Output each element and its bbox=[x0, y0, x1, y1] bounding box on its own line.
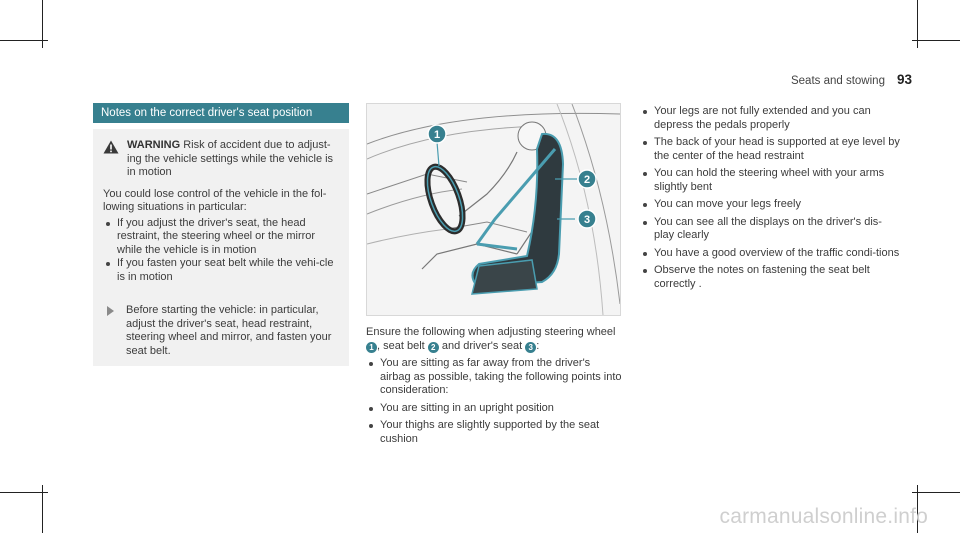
warning-box bbox=[93, 129, 349, 366]
badge-1: 1 bbox=[366, 342, 377, 353]
crop-mark bbox=[912, 40, 960, 41]
list-item: You can hold the steering wheel with your arms slightly bent bbox=[640, 167, 900, 194]
list-item: Observe the notes on fastening the seat belt correctly . bbox=[640, 264, 900, 291]
right-column bbox=[640, 103, 900, 291]
warning-text: You could lose control of the vehicle in the fol-lowing situations in particular: bbox=[103, 187, 327, 213]
badge-3: 3 bbox=[525, 342, 536, 353]
seat-position-illustration bbox=[366, 103, 621, 316]
watermark: carmanualsonline.info bbox=[719, 505, 928, 528]
warning-title: WARNING bbox=[127, 139, 181, 151]
warning-lead-block bbox=[127, 139, 341, 180]
intro-text: and driver's seat bbox=[441, 339, 523, 352]
intro-text: Ensure the following when adjusting steering wheel bbox=[366, 326, 616, 338]
warning-triangle-icon bbox=[103, 140, 119, 154]
driver-seat-drawing bbox=[367, 104, 620, 315]
intro-text: : bbox=[536, 339, 540, 352]
crop-mark bbox=[42, 485, 43, 533]
list-item: You have a good overview of the traffic condi-tions bbox=[640, 247, 900, 261]
left-column bbox=[93, 103, 349, 366]
warning-lead: Risk of accident due to adjust-ing the vehicle settings while the vehicle is in motion bbox=[127, 139, 334, 178]
crop-mark bbox=[0, 40, 48, 41]
action-step bbox=[103, 304, 341, 358]
list-item: If you adjust the driver's seat, the head restraint, the steering wheel or the mirror while the vehicle is in motion bbox=[103, 217, 341, 258]
list-item: You are sitting in an upright position bbox=[366, 402, 622, 416]
list-item: Your thighs are slightly supported by the seat cushion bbox=[366, 419, 622, 446]
callout-3: 3 bbox=[583, 214, 591, 226]
intro-paragraph bbox=[366, 326, 622, 353]
action-text: Before starting the vehicle: in particular, adjust the driver's seat, head restraint, steering wheel and mirror, and fasten your seat belt. bbox=[126, 304, 332, 357]
badge-2: 2 bbox=[428, 342, 439, 353]
list-item: You are sitting as far away from the driver's airbag as possible, taking the following points into consideration: bbox=[366, 357, 622, 398]
callout-1: 1 bbox=[433, 129, 441, 141]
section-title: Seats and stowing bbox=[790, 75, 885, 87]
crop-mark bbox=[0, 492, 48, 493]
list-item: The back of your head is supported at eye level by the center of the head restraint bbox=[640, 136, 900, 163]
warning-header bbox=[103, 139, 341, 180]
list-item: You can move your legs freely bbox=[640, 198, 900, 212]
list-item: If you fasten your seat belt while the vehi-cle is in motion bbox=[103, 257, 341, 284]
page-number: 93 bbox=[896, 72, 912, 87]
crop-mark bbox=[917, 0, 918, 48]
action-arrow-icon bbox=[107, 306, 114, 316]
warning-bullets bbox=[103, 217, 341, 285]
right-bullets bbox=[640, 105, 900, 291]
section-banner: Notes on the correct driver's seat position bbox=[93, 103, 349, 123]
crop-mark bbox=[912, 492, 960, 493]
intro-text: , seat belt bbox=[377, 339, 425, 352]
callout-2: 2 bbox=[583, 174, 591, 186]
crop-mark bbox=[42, 0, 43, 48]
page-header bbox=[791, 72, 912, 87]
list-item: Your legs are not fully extended and you can depress the pedals properly bbox=[640, 105, 900, 132]
middle-column-text bbox=[366, 326, 622, 446]
middle-bullets bbox=[366, 357, 622, 446]
list-item: You can see all the displays on the driver's dis-play clearly bbox=[640, 216, 900, 243]
